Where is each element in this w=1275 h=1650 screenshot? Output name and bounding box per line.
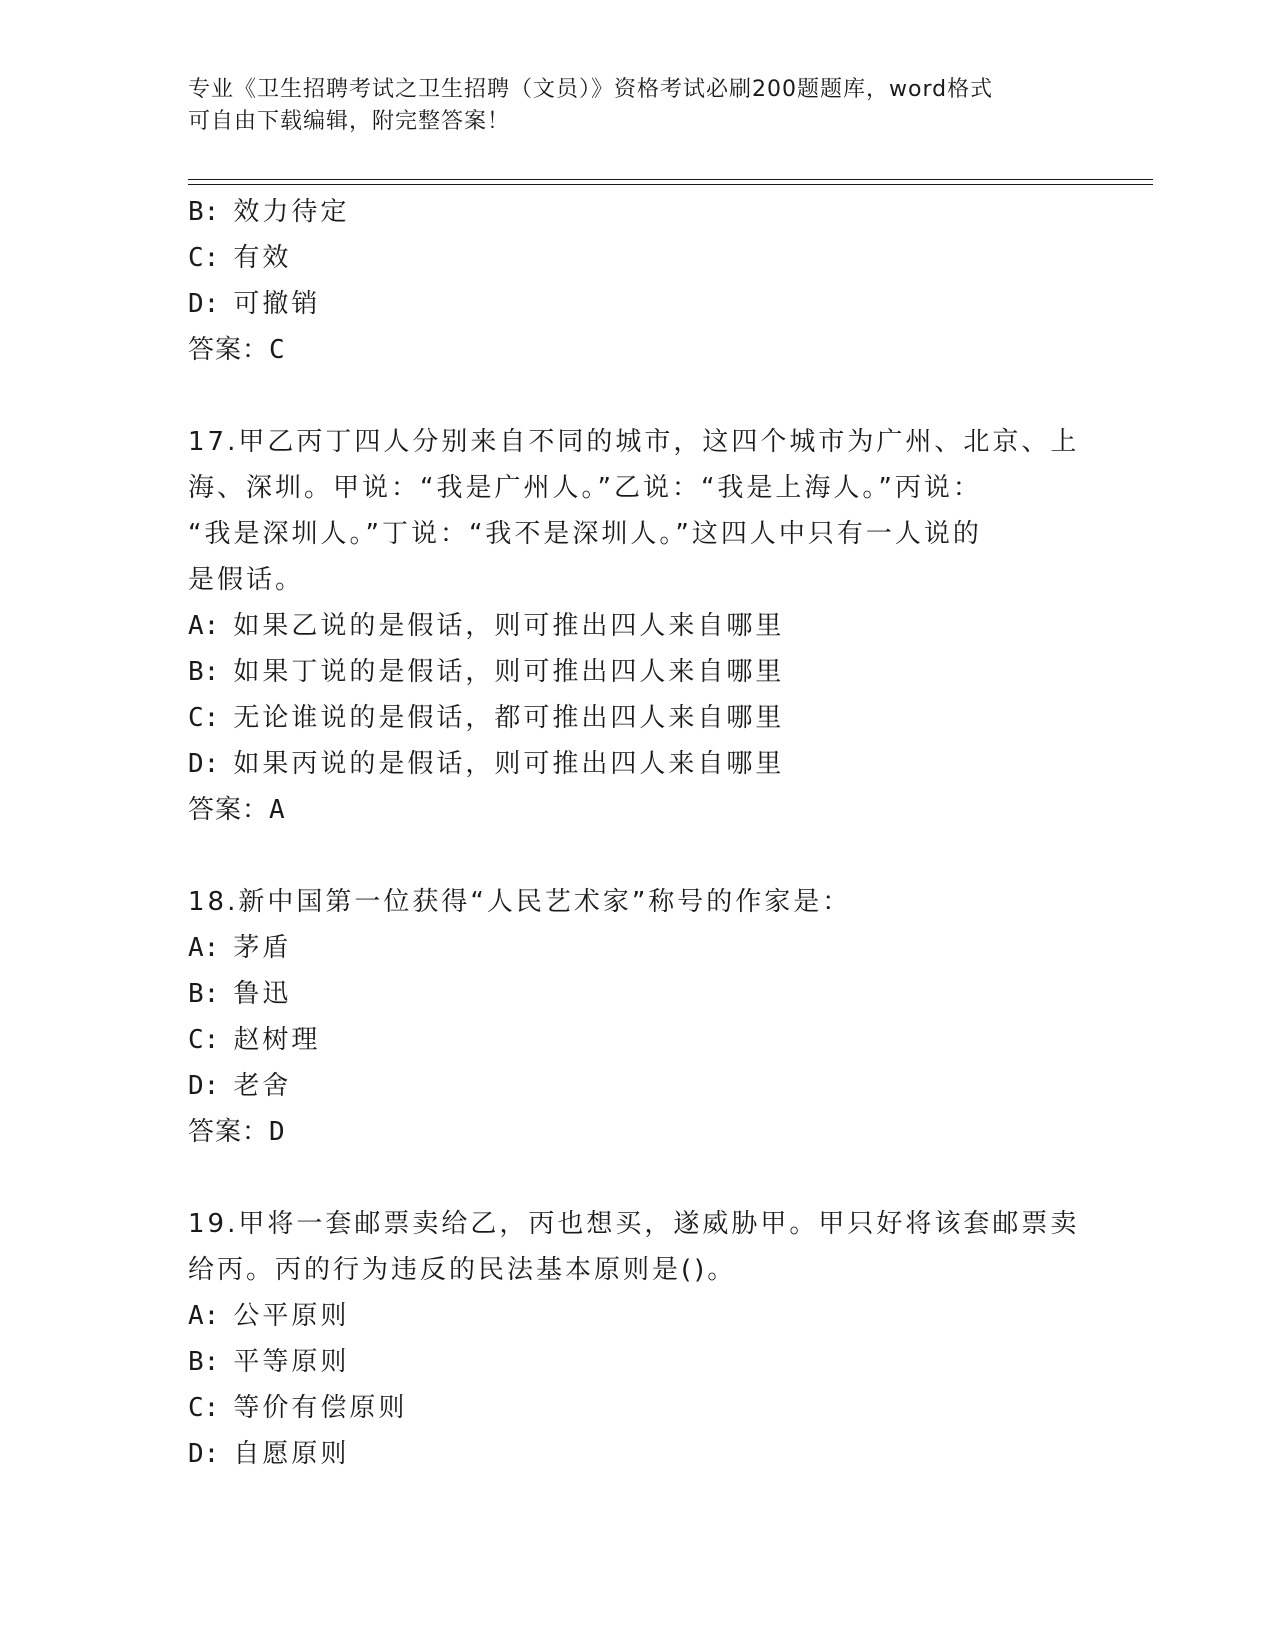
question-line: “我是深圳人。”丁说：“我不是深圳人。”这四人中只有一人说的 <box>188 519 982 549</box>
option-b <box>188 1339 1088 1385</box>
question-line: 海、深圳。甲说：“我是广州人。”乙说：“我是上海人。”丙说： <box>188 473 982 503</box>
header-rule-bottom <box>188 184 1153 185</box>
option-text: 可撤销 <box>233 289 321 319</box>
option-b <box>188 649 1088 695</box>
option-text: 自愿原则 <box>233 1439 350 1469</box>
answer-line <box>188 1109 1088 1155</box>
option-letter: D: <box>188 289 220 319</box>
option-a <box>188 925 1088 971</box>
option-letter: A: <box>188 611 220 641</box>
option-letter: B: <box>188 197 220 227</box>
header-line-1: 专业《卫生招聘考试之卫生招聘（文员）》资格考试必刷200题题库，word格式 <box>188 77 994 102</box>
option-c <box>188 235 1088 281</box>
document-header <box>188 74 1088 138</box>
option-text: 平等原则 <box>233 1347 350 1377</box>
answer-value: C <box>269 335 286 365</box>
question-text <box>188 879 1088 925</box>
option-b <box>188 971 1088 1017</box>
question-18 <box>188 879 1088 1155</box>
question-content <box>188 189 1088 1477</box>
spacer <box>188 1155 1088 1201</box>
spacer <box>188 833 1088 879</box>
option-d <box>188 1431 1088 1477</box>
question-line: 18.新中国第一位获得“人民艺术家”称号的作家是： <box>188 887 852 917</box>
option-letter: C: <box>188 703 220 733</box>
option-a <box>188 1293 1088 1339</box>
answer-label: 答案： <box>188 335 270 365</box>
option-text: 效力待定 <box>233 197 350 227</box>
question-text <box>188 419 1088 603</box>
option-letter: A: <box>188 933 220 963</box>
question-line: 17.甲乙丙丁四人分别来自不同的城市，这四个城市为广州、北京、上 <box>188 427 1080 457</box>
option-c <box>188 1017 1088 1063</box>
answer-value: A <box>269 795 286 825</box>
option-a <box>188 603 1088 649</box>
option-text: 老舍 <box>233 1071 292 1101</box>
option-text: 如果乙说的是假话，则可推出四人来自哪里 <box>233 611 785 641</box>
option-letter: B: <box>188 979 220 1009</box>
header-line-2: 可自由下载编辑，附完整答案！ <box>188 109 511 134</box>
spacer <box>188 373 1088 419</box>
option-text: 公平原则 <box>233 1301 350 1331</box>
option-text: 如果丙说的是假话，则可推出四人来自哪里 <box>233 749 785 779</box>
answer-line <box>188 787 1088 833</box>
answer-label: 答案： <box>188 795 270 825</box>
option-c <box>188 1385 1088 1431</box>
option-text: 赵树理 <box>233 1025 321 1055</box>
option-text: 茅盾 <box>233 933 292 963</box>
question-16-tail <box>188 189 1088 373</box>
option-text: 有效 <box>233 243 292 273</box>
option-letter: D: <box>188 1439 220 1469</box>
answer-line <box>188 327 1088 373</box>
option-c <box>188 695 1088 741</box>
option-letter: D: <box>188 1071 220 1101</box>
option-letter: D: <box>188 749 220 779</box>
answer-value: D <box>269 1117 286 1147</box>
option-d <box>188 1063 1088 1109</box>
option-d <box>188 741 1088 787</box>
question-line: 19.甲将一套邮票卖给乙，丙也想买，遂威胁甲。甲只好将该套邮票卖 <box>188 1209 1080 1239</box>
header-rule-top <box>188 179 1153 180</box>
option-text: 鲁迅 <box>233 979 292 1009</box>
option-letter: B: <box>188 657 220 687</box>
option-letter: C: <box>188 1025 220 1055</box>
option-b <box>188 189 1088 235</box>
question-19 <box>188 1201 1088 1477</box>
option-letter: B: <box>188 1347 220 1377</box>
question-text <box>188 1201 1088 1293</box>
question-line: 给丙。丙的行为违反的民法基本原则是()。 <box>188 1255 737 1285</box>
option-text: 无论谁说的是假话，都可推出四人来自哪里 <box>233 703 785 733</box>
option-letter: C: <box>188 243 220 273</box>
option-text: 如果丁说的是假话，则可推出四人来自哪里 <box>233 657 785 687</box>
option-d <box>188 281 1088 327</box>
option-text: 等价有偿原则 <box>233 1393 408 1423</box>
option-letter: C: <box>188 1393 220 1423</box>
question-17 <box>188 419 1088 833</box>
answer-label: 答案： <box>188 1117 270 1147</box>
option-letter: A: <box>188 1301 220 1331</box>
question-line: 是假话。 <box>188 565 305 595</box>
